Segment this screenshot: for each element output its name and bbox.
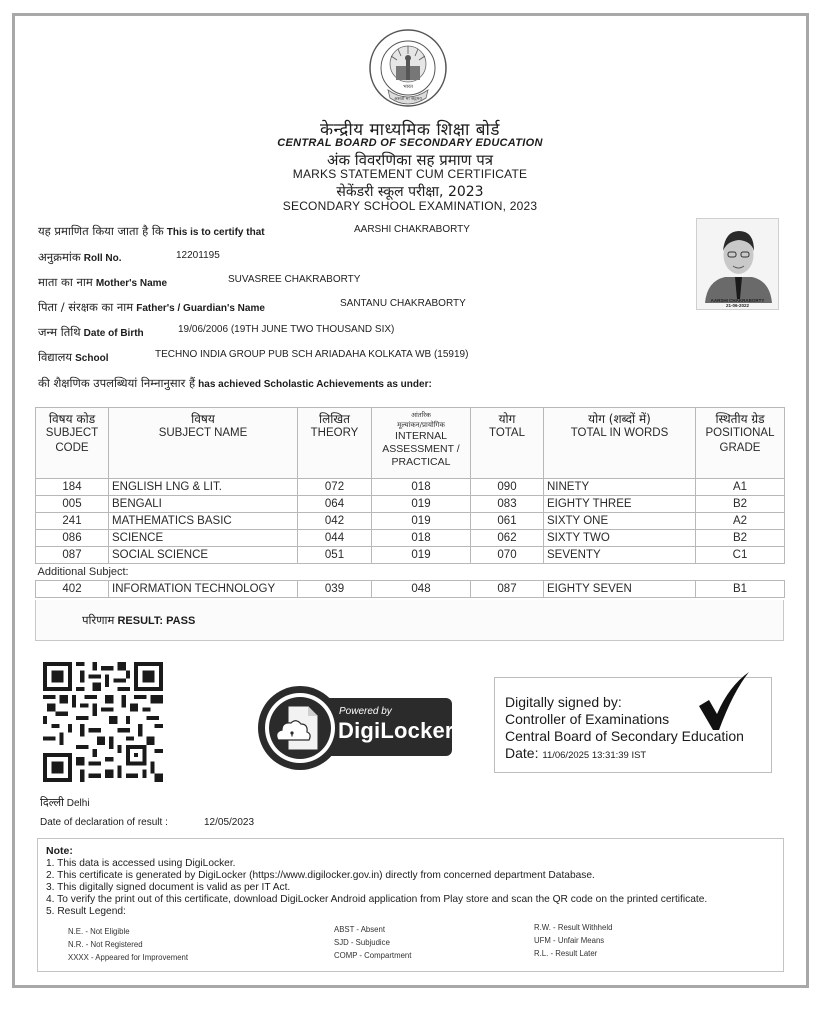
certify-label: यह प्रमाणित किया जाता है कि This is to certify that bbox=[38, 224, 265, 238]
header-total: योग TOTAL bbox=[471, 408, 544, 479]
theory-marks: 064 bbox=[298, 496, 372, 513]
result-value: PASS bbox=[166, 615, 196, 627]
document-title-hindi: अंक विवरणिका सह प्रमाण पत्र bbox=[326, 151, 494, 169]
header-subject-code: विषय कोड SUBJECT CODE bbox=[36, 408, 109, 479]
board-name-hindi: केन्द्रीय माध्यमिक शिक्षा बोर्ड bbox=[319, 120, 501, 140]
table-row bbox=[36, 496, 785, 513]
declaration-date-label: Date of declaration of result : bbox=[40, 817, 168, 828]
theory-marks: 039 bbox=[298, 581, 372, 598]
digilocker-brand: DigiLocker bbox=[338, 718, 454, 743]
header-internal-assessment: आंतरिक मूल्यांकन/प्रायोगिक INTERNAL ASSESSMENT / PRACTICAL bbox=[372, 408, 471, 479]
subject-name: MATHEMATICS BASIC bbox=[109, 513, 298, 530]
table-row bbox=[36, 581, 785, 598]
result-label: परिणाम RESULT: PASS bbox=[82, 613, 196, 627]
note-item: 2. This certificate is generated by DigiLocker (https://www.digilocker.gov.in) directly from concerned department Database. bbox=[46, 870, 595, 881]
positional-grade: A1 bbox=[696, 479, 785, 496]
positional-grade: B2 bbox=[696, 530, 785, 547]
subject-name: INFORMATION TECHNOLOGY bbox=[109, 581, 298, 598]
total-marks: 070 bbox=[471, 547, 544, 564]
legend-item: UFM - Unfair Means bbox=[534, 936, 605, 945]
table-row bbox=[36, 479, 785, 496]
document-title-english: MARKS STATEMENT CUM CERTIFICATE bbox=[292, 167, 528, 181]
exam-name-english: SECONDARY SCHOOL EXAMINATION, 2023 bbox=[282, 199, 538, 213]
signer-organization: Central Board of Secondary Education bbox=[505, 728, 744, 744]
notes-box bbox=[37, 838, 784, 972]
place-of-issue: दिल्ली Delhi bbox=[40, 796, 90, 809]
header-total-in-words: योग (शब्दों में) TOTAL IN WORDS bbox=[544, 408, 696, 479]
signed-by-label: Digitally signed by: bbox=[505, 694, 622, 710]
internal-marks: 019 bbox=[372, 547, 471, 564]
subject-name: BENGALI bbox=[109, 496, 298, 513]
qr-code-icon[interactable] bbox=[43, 662, 163, 782]
subject-code: 087 bbox=[36, 547, 109, 564]
board-name-english: CENTRAL BOARD OF SECONDARY EDUCATION bbox=[277, 137, 543, 149]
photo-caption: AARSHI CHAKRABORTY 21-06-2022 bbox=[710, 298, 765, 308]
legend-item: XXXX - Appeared for Improvement bbox=[68, 953, 189, 962]
roll-no-value: 12201195 bbox=[176, 250, 220, 261]
positional-grade: C1 bbox=[696, 547, 785, 564]
theory-marks: 072 bbox=[298, 479, 372, 496]
subject-name: SCIENCE bbox=[109, 530, 298, 547]
positional-grade: B2 bbox=[696, 496, 785, 513]
theory-marks: 042 bbox=[298, 513, 372, 530]
positional-grade: B1 bbox=[696, 581, 785, 598]
roll-no-label: अनुक्रमांक Roll No. bbox=[38, 250, 122, 264]
marks-table bbox=[35, 407, 785, 598]
legend-item: ABST - Absent bbox=[334, 925, 385, 934]
table-row bbox=[36, 547, 785, 564]
header-subject-name: विषय SUBJECT NAME bbox=[109, 408, 298, 479]
mother-name-label: माता का नाम Mother's Name bbox=[38, 275, 168, 289]
candidate-name: AARSHI CHAKRABORTY bbox=[354, 224, 470, 235]
dob-label: जन्म तिथि Date of Birth bbox=[38, 325, 144, 339]
total-in-words: EIGHTY SEVEN bbox=[544, 581, 696, 598]
note-item: 3. This digitally signed document is valid as per IT Act. bbox=[46, 882, 291, 893]
internal-marks: 048 bbox=[372, 581, 471, 598]
checkmark-icon bbox=[695, 672, 751, 732]
legend-item: COMP - Compartment bbox=[334, 951, 412, 960]
internal-marks: 019 bbox=[372, 513, 471, 530]
dob-value: 19/06/2006 (19TH JUNE TWO THOUSAND SIX) bbox=[178, 324, 395, 335]
candidate-photo bbox=[696, 218, 779, 310]
legend-item: N.E. - Not Eligible bbox=[68, 927, 130, 936]
achievements-label: की शैक्षणिक उपलब्धियां निम्नानुसार हैं has achieved Scholastic Achievements as under: bbox=[38, 376, 432, 390]
internal-marks: 018 bbox=[372, 530, 471, 547]
father-name-label: पिता / संरक्षक का नाम Father's / Guardian's Name bbox=[38, 300, 265, 314]
total-marks: 062 bbox=[471, 530, 544, 547]
powered-by-label: Powered by bbox=[339, 706, 392, 717]
positional-grade: A2 bbox=[696, 513, 785, 530]
theory-marks: 044 bbox=[298, 530, 372, 547]
svg-text:असतो मा सद्गमय: असतो मा सद्गमय bbox=[394, 97, 422, 102]
table-row bbox=[36, 513, 785, 530]
table-row bbox=[36, 530, 785, 547]
total-marks: 090 bbox=[471, 479, 544, 496]
digital-signature-box bbox=[494, 677, 772, 773]
legend-item: R.L. - Result Later bbox=[534, 949, 598, 958]
total-in-words: NINETY bbox=[544, 479, 696, 496]
total-in-words: SIXTY ONE bbox=[544, 513, 696, 530]
total-marks: 083 bbox=[471, 496, 544, 513]
father-name-value: SANTANU CHAKRABORTY bbox=[340, 298, 466, 309]
note-item: 5. Result Legend: bbox=[46, 906, 126, 917]
svg-text:भारत: भारत bbox=[403, 84, 413, 90]
header-theory: लिखित THEORY bbox=[298, 408, 372, 479]
school-value: TECHNO INDIA GROUP PUB SCH ARIADAHA KOLKATA WB (15919) bbox=[155, 349, 469, 360]
note-item: 1. This data is accessed using DigiLocker. bbox=[46, 858, 236, 869]
internal-marks: 018 bbox=[372, 479, 471, 496]
school-label: विद्यालय School bbox=[38, 350, 109, 364]
legend-item: R.W. - Result Withheld bbox=[534, 923, 613, 932]
total-in-words: SEVENTY bbox=[544, 547, 696, 564]
subject-name: ENGLISH LNG & LIT. bbox=[109, 479, 298, 496]
subject-name: SOCIAL SCIENCE bbox=[109, 547, 298, 564]
subject-code: 184 bbox=[36, 479, 109, 496]
person-silhouette-icon bbox=[697, 219, 779, 310]
internal-marks: 019 bbox=[372, 496, 471, 513]
theory-marks: 051 bbox=[298, 547, 372, 564]
additional-subject-row bbox=[36, 564, 785, 581]
digilocker-badge bbox=[254, 684, 452, 772]
note-item: 4. To verify the print out of this certificate, download DigiLocker Android application from Play store and scan the QR code on the printed certificate. bbox=[46, 894, 708, 905]
signature-date: Date: 11/06/2025 13:31:39 IST bbox=[505, 745, 647, 761]
table-header-row bbox=[36, 408, 785, 479]
total-in-words: EIGHTY THREE bbox=[544, 496, 696, 513]
total-marks: 061 bbox=[471, 513, 544, 530]
subject-code: 086 bbox=[36, 530, 109, 547]
exam-name-hindi: सेकेंडरी स्कूल परीक्षा, 2023 bbox=[336, 184, 484, 200]
total-marks: 087 bbox=[471, 581, 544, 598]
subject-code: 241 bbox=[36, 513, 109, 530]
mother-name-value: SUVASREE CHAKRABORTY bbox=[228, 274, 361, 285]
header-positional-grade: स्थितीय ग्रेड POSITIONAL GRADE bbox=[696, 408, 785, 479]
cbse-emblem-icon bbox=[366, 28, 450, 112]
declaration-date-value: 12/05/2023 bbox=[204, 817, 255, 828]
subject-code: 402 bbox=[36, 581, 109, 598]
total-in-words: SIXTY TWO bbox=[544, 530, 696, 547]
signer-title: Controller of Examinations bbox=[505, 711, 670, 727]
additional-subject-label: Additional Subject: bbox=[36, 564, 785, 581]
legend-item: SJD - Subjudice bbox=[334, 938, 390, 947]
notes-title: Note: bbox=[46, 845, 73, 857]
subject-code: 005 bbox=[36, 496, 109, 513]
legend-item: N.R. - Not Registered bbox=[68, 940, 143, 949]
